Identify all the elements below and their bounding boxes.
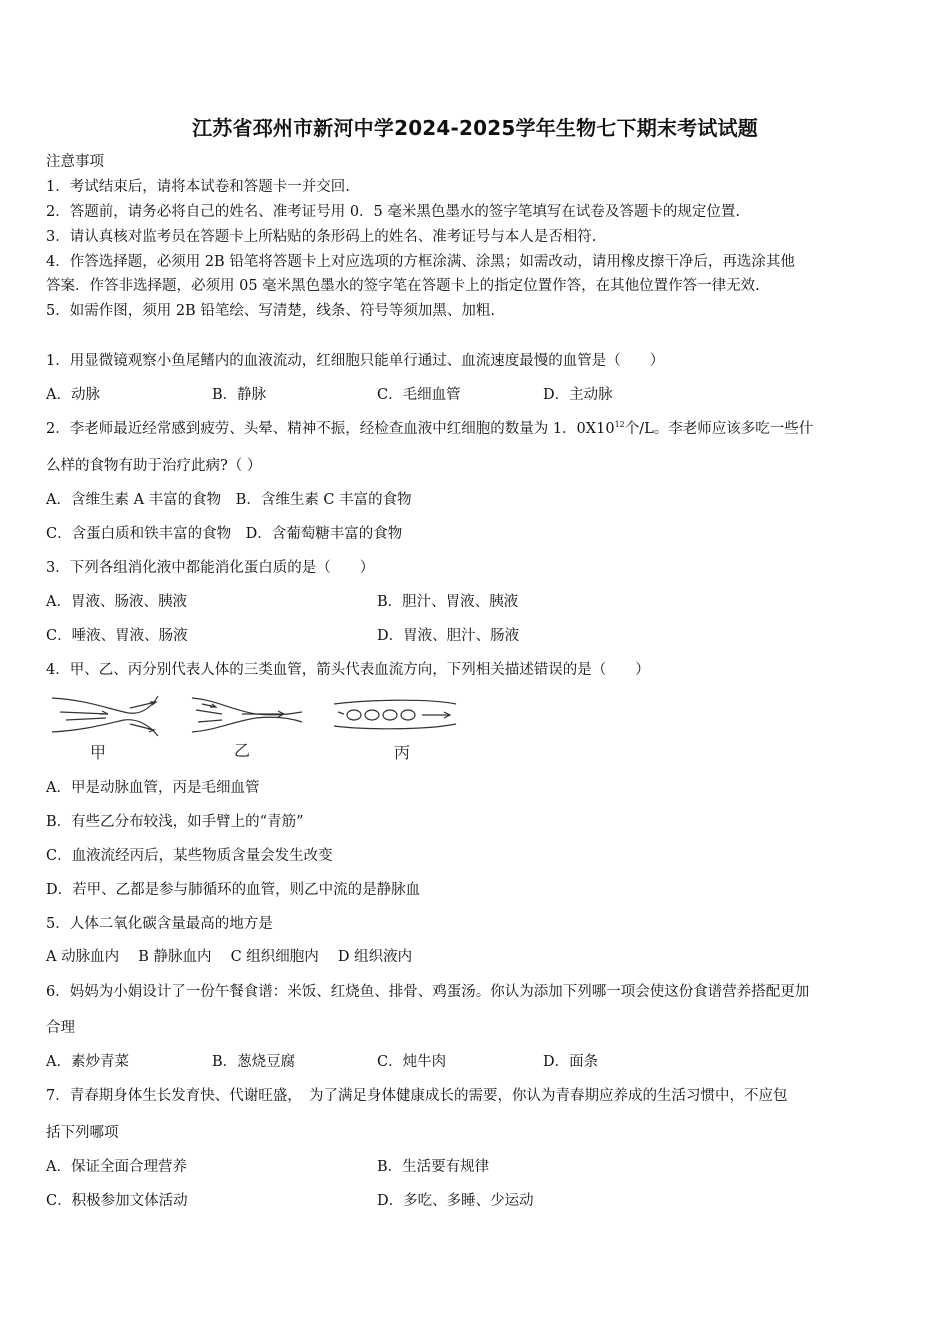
question-4-stem: 4．甲、乙、丙分别代表人体的三类血管，箭头代表血流方向，下列相关描述错误的是（ ） (46, 662, 650, 678)
q4-option-d[interactable]: D．若甲、乙都是参与肺循环的血管，则乙中流的是静脉血 (46, 882, 421, 898)
q4-option-c[interactable]: C．血液流经丙后，某些物质含量会发生改变 (46, 848, 333, 864)
q2-stem-pre: 2．李老师最近经常感到疲劳、头晕、精神不振，经检查血液中红细胞的数量为 1．0X10 (46, 421, 615, 437)
q4-option-a[interactable]: A．甲是动脉血管，丙是毛细血管 (46, 780, 260, 796)
q3-option-a[interactable]: A．胃液、肠液、胰液 (46, 594, 187, 610)
page-title: 江苏省邳州市新河中学2024-2025学年生物七下期末考试试题 (192, 116, 758, 140)
question-6-stem-cont: 合理 (46, 1020, 75, 1036)
question-1-stem: 1．用显微镜观察小鱼尾鳍内的血液流动，红细胞只能单行通过、血流速度最慢的血管是（ ） (46, 353, 665, 369)
q6-option-c[interactable]: C．炖牛肉 (377, 1054, 447, 1070)
q4-option-b[interactable]: B．有些乙分布较浅，如手臂上的“青筋” (46, 814, 304, 830)
notice-item: 2．答题前，请务必将自己的姓名、准考证号用 0．5 毫米黑色墨水的签字笔填写在试卷及答题卡的规定位置. (46, 204, 740, 220)
notice-item: 3．请认真核对监考员在答题卡上所粘贴的条形码上的姓名、准考证号与本人是否相符. (46, 229, 597, 245)
figure-label-yi: 乙 (233, 741, 251, 760)
question-2-stem (46, 419, 813, 439)
q1-option-c[interactable]: C．毛细血管 (377, 387, 461, 403)
q7-option-d[interactable]: D．多吃、多睡、少运动 (377, 1193, 534, 1209)
notice-item: 1．考试结束后，请将本试卷和答题卡一并交回. (46, 179, 350, 195)
q5-options[interactable]: A 动脉血内 B 静脉血内 C 组织细胞内 D 组织液内 (46, 949, 413, 965)
figure-label-bing: 丙 (393, 743, 411, 762)
question-5-stem: 5．人体二氧化碳含量最高的地方是 (46, 916, 273, 932)
q1-option-a[interactable]: A．动脉 (46, 387, 100, 403)
question-7-stem-cont: 括下列哪项 (46, 1125, 119, 1141)
q2-stem-post: 个/L。李老师应该多吃一些什 (624, 421, 814, 437)
q6-option-d[interactable]: D．面条 (543, 1054, 599, 1070)
blood-vessel-figure (46, 690, 476, 765)
q1-option-d[interactable]: D．主动脉 (543, 387, 613, 403)
notice-item: 5．如需作图，须用 2B 铅笔绘、写清楚，线条、符号等须加黑、加粗. (46, 303, 495, 319)
q2-options-ab[interactable]: A．含维生素 A 丰富的食物 B．含维生素 C 丰富的食物 (46, 492, 412, 508)
notice-item: 4．作答选择题，必须用 2B 铅笔将答题卡上对应选项的方框涂满、涂黑；如需改动，请用橡皮擦干净后，再选涂其他 (46, 254, 795, 270)
q3-option-b[interactable]: B．胆汁、胃液、胰液 (377, 594, 519, 610)
notice-item: 答案．作答非选择题，必须用 05 毫米黑色墨水的签字笔在答题卡上的指定位置作答，在其他位置作答一律无效. (46, 278, 760, 294)
q2-stem-exponent: 12 (614, 420, 625, 429)
question-6-stem: 6．妈妈为小娟设计了一份午餐食谱：米饭、红烧鱼、排骨、鸡蛋汤。你认为添加下列哪一项会使这份食谱营养搭配更加 (46, 984, 810, 1000)
q6-option-b[interactable]: B．葱烧豆腐 (212, 1054, 296, 1070)
q3-option-c[interactable]: C．唾液、胃液、肠液 (46, 628, 188, 644)
q2-options-cd[interactable]: C．含蛋白质和铁丰富的食物 D．含葡萄糖丰富的食物 (46, 526, 403, 542)
question-3-stem: 3．下列各组消化液中都能消化蛋白质的是（ ） (46, 560, 375, 576)
vessel-jia (52, 696, 158, 736)
q7-option-a[interactable]: A．保证全面合理营养 (46, 1159, 187, 1175)
vessel-yi (192, 698, 302, 732)
q3-option-d[interactable]: D．胃液、胆汁、肠液 (377, 628, 520, 644)
q6-option-a[interactable]: A．素炒青菜 (46, 1054, 129, 1070)
q7-option-c[interactable]: C．积极参加文体活动 (46, 1193, 188, 1209)
question-7-stem: 7．青春期身体生长发育快、代谢旺盛， 为了满足身体健康成长的需要，你认为青春期应养成的生活习惯中，不应包 (46, 1088, 788, 1104)
q1-option-b[interactable]: B．静脉 (212, 387, 267, 403)
vessel-bing (334, 700, 456, 729)
notice-heading: 注意事项 (46, 154, 104, 170)
figure-label-jia: 甲 (89, 743, 107, 762)
q7-option-b[interactable]: B．生活要有规律 (377, 1159, 490, 1175)
question-2-stem-cont: 么样的食物有助于治疗此病?（ ） (46, 458, 262, 474)
